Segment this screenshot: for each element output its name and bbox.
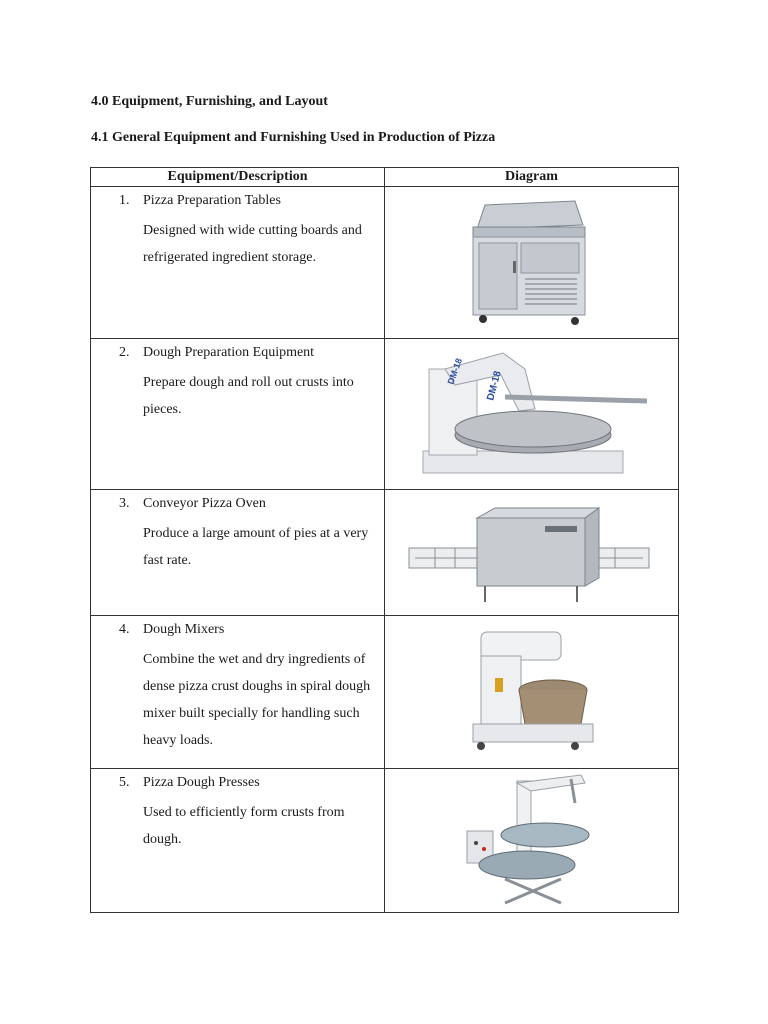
header-equipment: Equipment/Description bbox=[91, 168, 385, 187]
equipment-description-cell bbox=[91, 769, 385, 913]
dough-mixer-image bbox=[385, 616, 678, 769]
subsection-title: 4.1 General Equipment and Furnishing Used in Production of Pizza bbox=[91, 130, 496, 145]
pizza-prep-table-image bbox=[385, 187, 678, 339]
item-name: Pizza Preparation Tables bbox=[143, 193, 281, 208]
diagram-cell bbox=[385, 769, 679, 913]
item-description: Used to efficiently form crusts from dough. bbox=[143, 805, 345, 847]
table-row bbox=[91, 339, 679, 490]
item-name: Conveyor Pizza Oven bbox=[143, 496, 266, 511]
roller-brand-label: DM-18 bbox=[445, 356, 465, 386]
table-header-row bbox=[91, 168, 679, 187]
diagram-cell bbox=[385, 490, 679, 616]
equipment-description-cell bbox=[91, 490, 385, 616]
dough-roller-image bbox=[385, 339, 678, 490]
diagram-cell bbox=[385, 616, 679, 769]
item-name: Dough Mixers bbox=[143, 622, 225, 637]
header-diagram: Diagram bbox=[385, 168, 679, 187]
item-description: Produce a large amount of pies at a very fast rate. bbox=[143, 526, 369, 568]
table-row bbox=[91, 490, 679, 616]
roller-brand-label-2: DM-18 bbox=[485, 369, 504, 402]
item-description: Prepare dough and roll out crusts into pieces. bbox=[143, 375, 354, 417]
table-row bbox=[91, 616, 679, 769]
equipment-table bbox=[90, 167, 679, 913]
item-description: Designed with wide cutting boards and refrigerated ingredient storage. bbox=[143, 223, 362, 265]
equipment-description-cell bbox=[91, 339, 385, 490]
table-row bbox=[91, 187, 679, 339]
item-description: Combine the wet and dry ingredients of dense pizza crust doughs in spiral dough mixer built specially for handling such heavy loads. bbox=[143, 652, 371, 748]
item-number: 2. bbox=[119, 345, 130, 360]
item-name: Pizza Dough Presses bbox=[143, 775, 260, 790]
item-name: Dough Preparation Equipment bbox=[143, 345, 315, 360]
item-number: 5. bbox=[119, 775, 130, 790]
section-title: 4.0 Equipment, Furnishing, and Layout bbox=[91, 94, 328, 109]
dough-press-image bbox=[385, 769, 678, 913]
equipment-description-cell bbox=[91, 187, 385, 339]
item-number: 1. bbox=[119, 193, 130, 208]
conveyor-oven-image bbox=[385, 490, 678, 616]
item-number: 4. bbox=[119, 622, 130, 637]
table-row bbox=[91, 769, 679, 913]
equipment-description-cell bbox=[91, 616, 385, 769]
diagram-cell bbox=[385, 187, 679, 339]
diagram-cell bbox=[385, 339, 679, 490]
item-number: 3. bbox=[119, 496, 130, 511]
